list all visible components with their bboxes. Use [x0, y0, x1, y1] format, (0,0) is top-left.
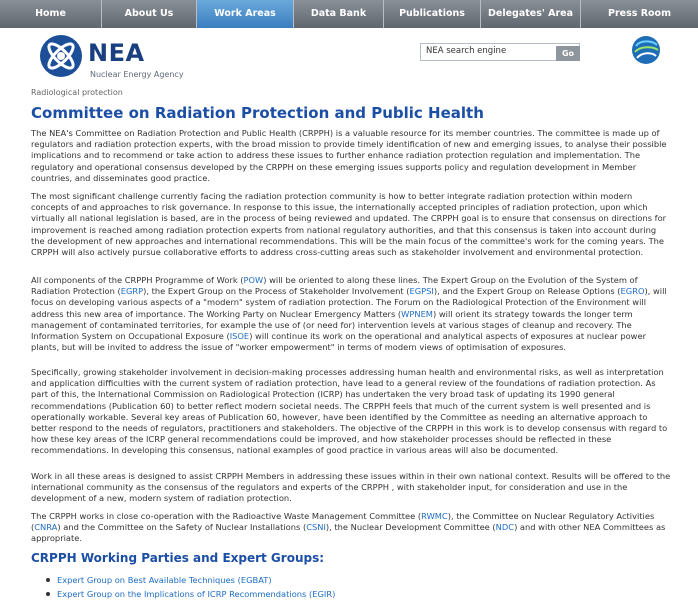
site-header — [0, 28, 698, 87]
main-content — [0, 86, 698, 600]
list-item-egir[interactable]: Expert Group on the Implications of ICRP Recommendations (EGIR) — [57, 589, 336, 599]
working-parties-heading: CRPPH Working Parties and Expert Groups: — [31, 551, 325, 565]
nav-data-bank[interactable]: Data Bank — [294, 0, 384, 28]
oecd-logo-icon[interactable] — [628, 34, 664, 66]
list-item-egbat[interactable]: Expert Group on Best Available Techniques (EGBAT) — [57, 573, 335, 587]
text-part: ), the Expert Group on the Process of Stakeholder Involvement ( — [143, 286, 410, 297]
text-part: ) and the Committee on the Safety of Nuclear Installations ( — [57, 522, 307, 533]
breadcrumb[interactable]: Radiological protection — [31, 88, 123, 97]
nav-home[interactable]: Home — [0, 0, 102, 28]
text-part: The CRPPH works in close co-operation with the Radioactive Waste Management Committee ( — [31, 511, 422, 521]
search-go-button[interactable]: Go — [556, 46, 580, 61]
logo-title: NEA — [88, 39, 145, 67]
search-input[interactable]: NEA search engine — [420, 43, 580, 61]
text-part: ) will continue its work on the operational and analytical aspects of exposures at nuclear power plants, but will be invited to address the issue of "worker empowerment" in terms of modern views of optimisation of exposures. — [31, 331, 646, 353]
logo-subtitle: Nuclear Energy Agency — [90, 70, 184, 79]
nav-press-room[interactable]: Press Room — [608, 8, 671, 19]
paragraph-4: Specifically, growing stakeholder involvement in decision-making processes addressing human health and environmental risks, as well as interpretation and application difficulties with the current system of radiation protection, have lead to a general review of the foundations of radiation protection. As part of this, the International Commission on Radiological Protection (ICRP) has undertaken the very broad task of updating its 1990 general recommendations (Publication 60) to better reflect modern societal needs. The CRPPH feels that much of the current system is well presented and is operationally workable. Several key areas of Publication 60, however, have been identified by the Committee as needing an alternative approach to better respond to the needs of regulators, practitioners and stakeholders. The objective of the CRPPH in this work is to develop consensus with regard to how these key areas of the ICRP general recommendations could be improved, and how stakeholder processes should be reflected in these recommendations. In developing this consensus, national examples of good practice in various areas will also be documented. — [31, 367, 668, 456]
text-part: ), the Committee on Nuclear Regulatory Activities ( — [31, 511, 655, 533]
page-title: Committee on Radiation Protection and Public Health — [31, 104, 484, 122]
paragraph-3 — [31, 275, 671, 353]
nav-work-areas[interactable]: Work Areas — [197, 0, 294, 28]
nav-about-us[interactable]: About Us — [102, 0, 197, 28]
link-wpnem[interactable]: WPNEM — [401, 308, 433, 319]
link-egpsi[interactable]: EGPSI — [409, 286, 434, 297]
top-nav — [0, 0, 698, 28]
paragraph-6 — [31, 511, 671, 545]
working-parties-list — [57, 573, 335, 600]
link-cnra[interactable]: CNRA — [34, 522, 58, 533]
link-csni[interactable]: CSNI — [306, 522, 326, 533]
text-part: ), will focus on developing various aspects of a "modern" system of radiation protection. The Forum on the Radiological Protection of the Environment will address this new area of importance. The Working Party on Nuclear Emergency Matters ( — [31, 286, 667, 319]
link-rwmc[interactable]: RWMC — [421, 511, 448, 521]
text-part: All components of the CRPPH Programme of Work ( — [31, 275, 244, 285]
text-part: ), and the Expert Group on Release Options ( — [433, 286, 621, 297]
link-pow[interactable]: POW — [243, 275, 264, 285]
paragraph-2: The most significant challenge currently facing the radiation protection community is how to better integrate radiation protection within modern concepts of and approaches to risk governance. In response to this issue, the internationally accepted principles of radiation protection, upon which virtually all national legislation is based, are in the process of being reviewed and updated. The CRPPH goal is to ensure that consensus on directions for improvement is reached among radiation protection experts from national regulatory authorities, and that this consensus is taken into account during the development of new approaches and international recommendations. This will be the main focus of the committee's work for the coming years. The CRPPH will also actively pursue collaborative efforts to address cross-cutting areas such as stakeholder involvement and environmental protection. — [31, 191, 667, 258]
link-ndc[interactable]: NDC — [495, 522, 515, 533]
nav-delegates-area[interactable]: Delegates' Area — [481, 0, 581, 28]
text-part: ) and with other NEA Committees as appropriate. — [31, 522, 666, 544]
text-part: ), the Nuclear Development Committee ( — [325, 522, 496, 533]
text-part: ) will be oriented to along these lines. The Expert Group on the Evolution of the System of Radiation Protection ( — [31, 275, 638, 297]
link-isoe[interactable]: ISOE — [229, 331, 250, 342]
atom-icon — [37, 32, 85, 80]
nea-logo[interactable] — [37, 30, 217, 82]
nav-publications[interactable]: Publications — [384, 0, 481, 28]
link-egro[interactable]: EGRO — [620, 286, 645, 297]
text-part: ) will orient its strategy towards the longer term management of contaminated territories, for example the use of (or need for) intervention levels at various stages of cleanup and recovery. The Information System on Occupational Exposure ( — [31, 308, 633, 342]
paragraph-5: Work in all these areas is designed to assist CRPPH Members in addressing these issues within in their own national context. Results will be offered to the international community as the consensus of the regulators and experts of the CRPPH , with stakeholder input, for consideration and use in the development of a new, modern system of radiation protection. — [31, 471, 671, 504]
paragraph-1: The NEA's Committee on Radiation Protection and Public Health (CRPPH) is a valuable resource for its member countries. The committee is made up of regulators and radiation protection experts, with the broad mission to provide timely identification of new and emerging issues, to analyse their possible implications and to recommend or take action to address these issues to further enhance radiation protection regulation and implementation. The regulatory and operational consensus developed by the CRPPH on these emerging issues supports policy and regulation development in Member countries, and disseminates good practice. — [31, 128, 667, 183]
link-egrp[interactable]: EGRP — [120, 286, 144, 297]
